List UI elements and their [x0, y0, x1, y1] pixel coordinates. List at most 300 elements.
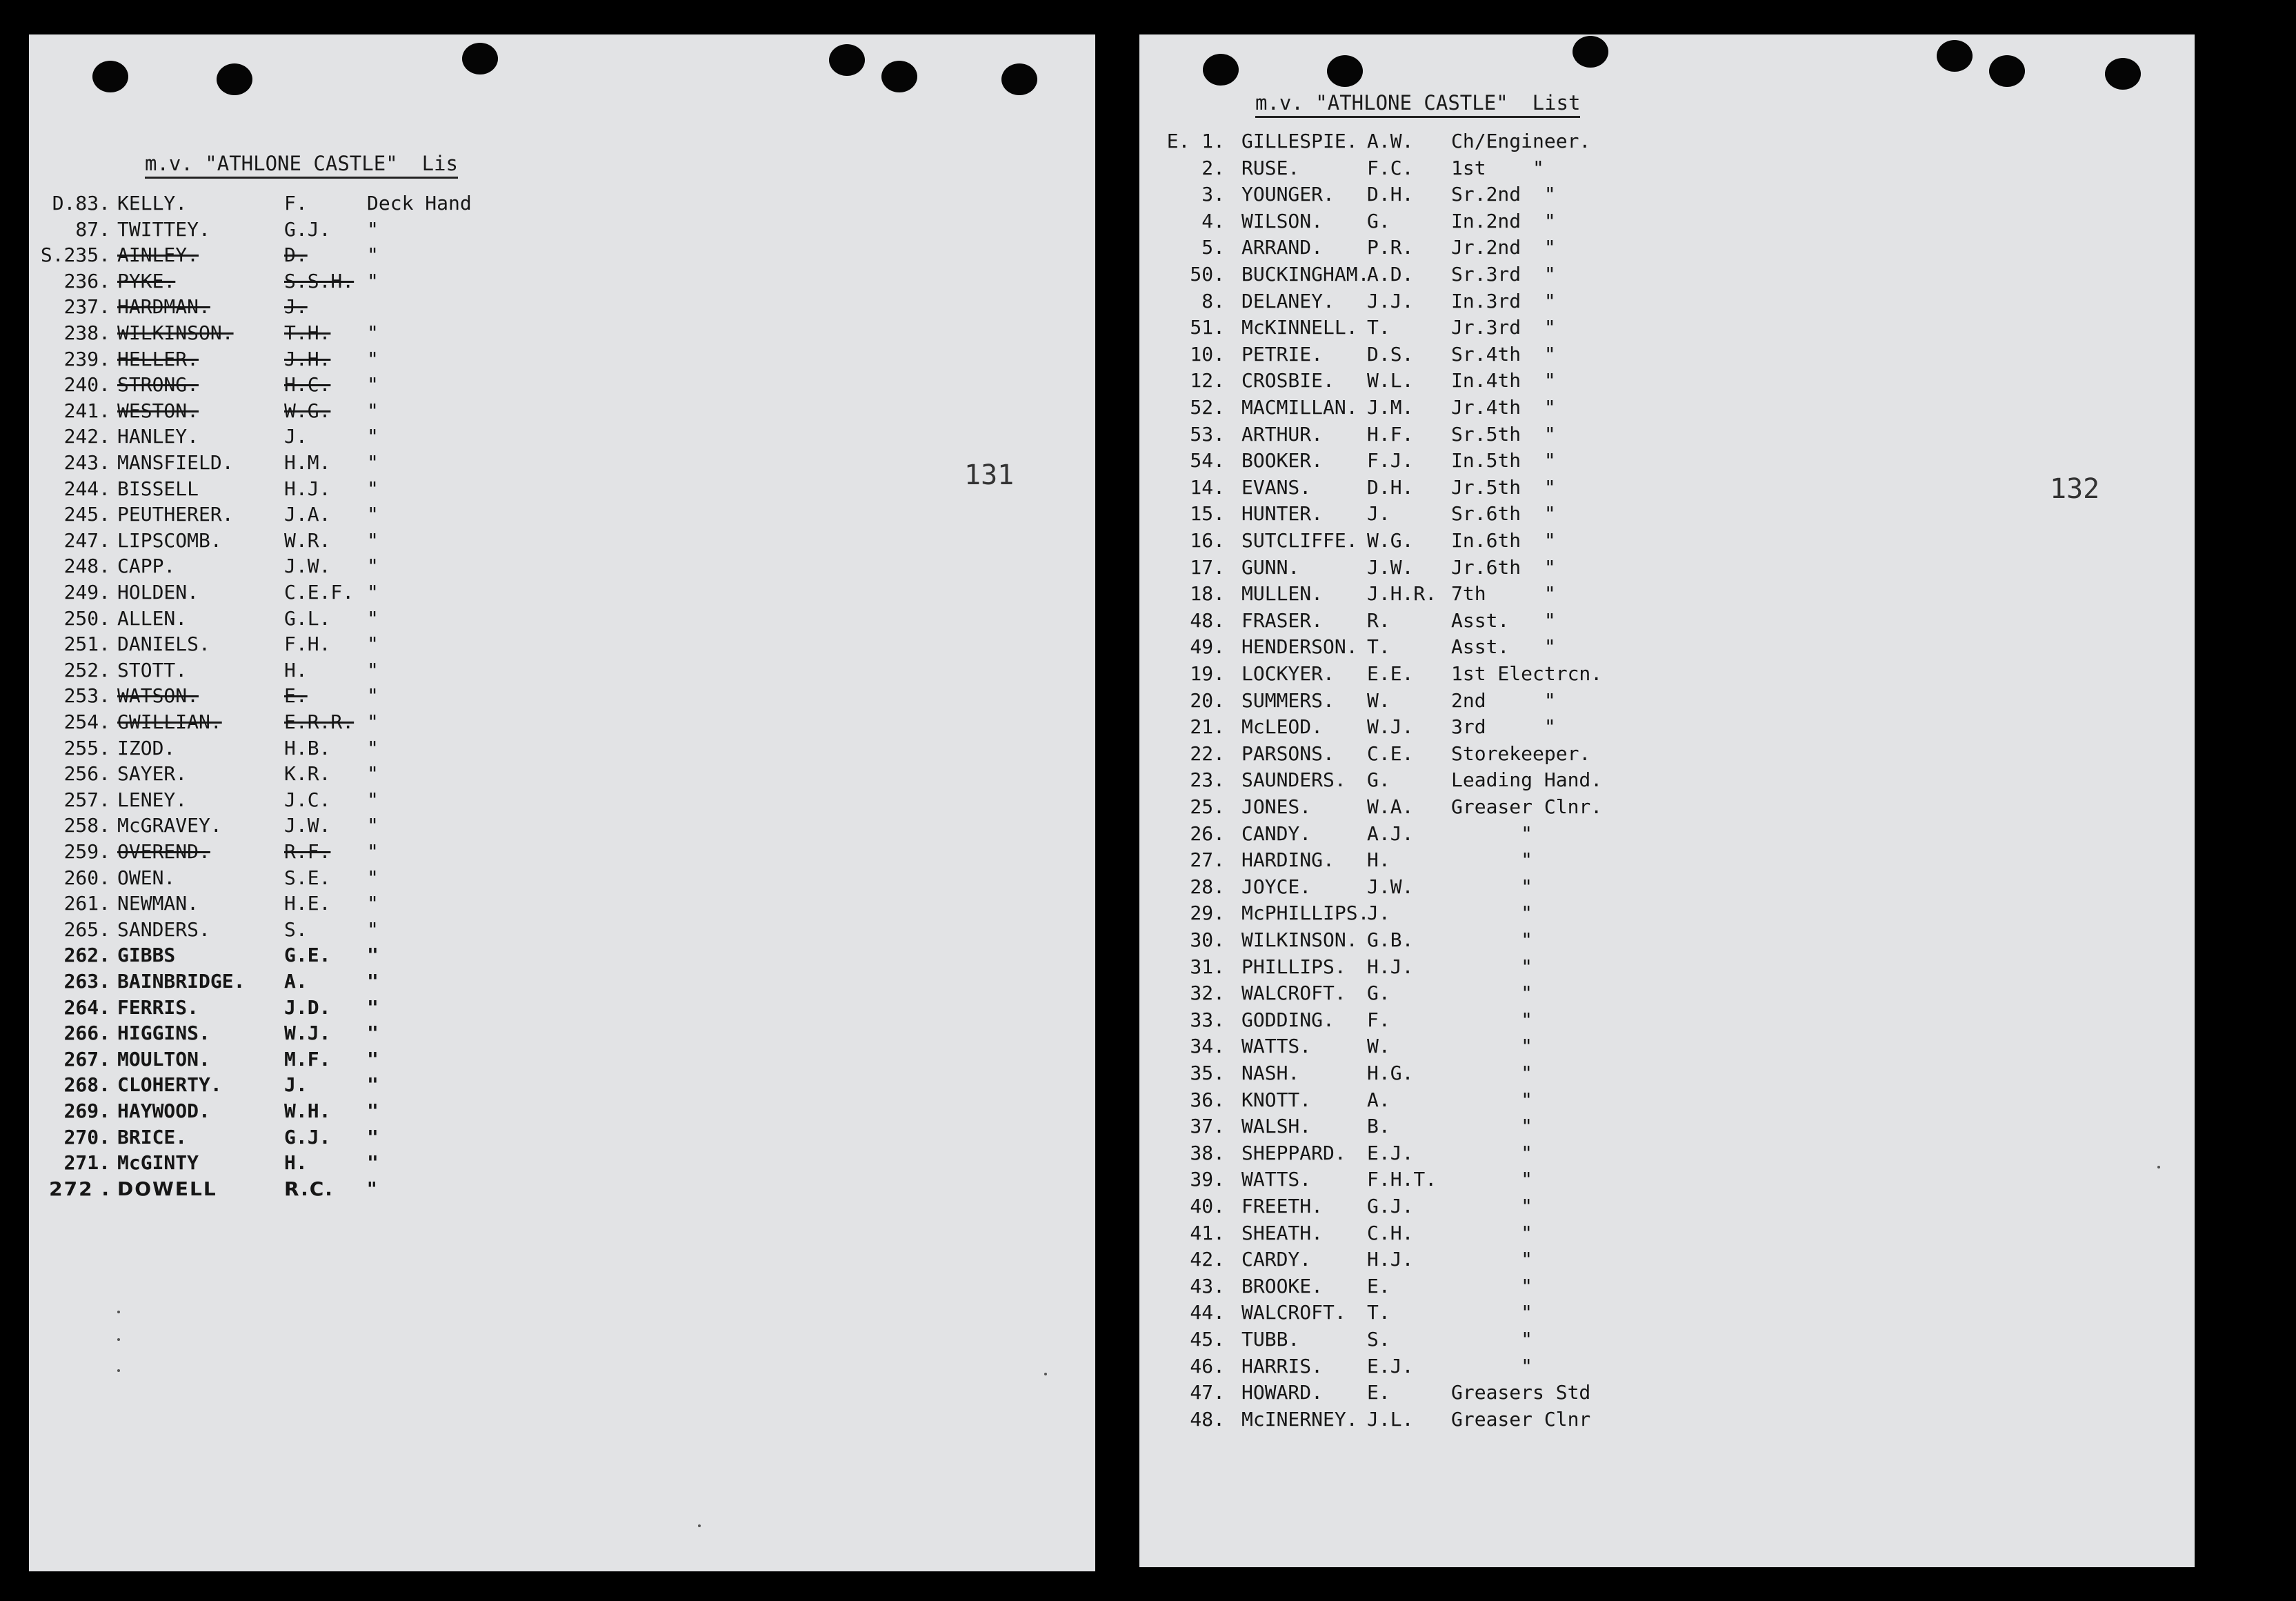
- entry-number: 33.: [1190, 1008, 1225, 1031]
- crew-initials: W.: [1367, 1035, 1390, 1058]
- crew-name: SUTCLIFFE.: [1241, 529, 1358, 552]
- list-item: [29, 762, 1064, 786]
- crew-name: GILLESPIE.: [1241, 130, 1358, 152]
- crew-initials: G.J.: [284, 217, 331, 241]
- crew-rating: 3rd ": [1451, 715, 1556, 739]
- list-item: [29, 970, 1064, 993]
- crew-name: DANIELS.: [117, 633, 210, 656]
- list-item: [1139, 396, 2174, 419]
- list-item: [1139, 157, 2174, 180]
- entry-number: 28.: [1190, 875, 1225, 898]
- crew-initials: R.: [1367, 608, 1390, 632]
- page-heading: m.v. "ATHLONE CASTLE" List: [1255, 91, 1580, 118]
- crew-rating: In.3rd ": [1451, 289, 1556, 312]
- entry-number: 243.: [63, 451, 110, 474]
- crew-rating: ": [367, 1125, 379, 1148]
- crew-name: WALCROFT.: [1241, 1301, 1346, 1324]
- crew-initials: S.: [1367, 1328, 1390, 1351]
- crew-initials: J.H.R.: [1367, 582, 1437, 606]
- entry-number: 20.: [1190, 688, 1225, 712]
- crew-rating: 7th ": [1451, 582, 1556, 606]
- crew-initials: W.J.: [1367, 715, 1414, 739]
- crew-initials: G.: [1367, 209, 1390, 232]
- crew-initials: J.D.: [284, 995, 331, 1019]
- list-item: [29, 373, 1064, 397]
- crew-name: JOYCE.: [1241, 875, 1312, 898]
- crew-name: WALSH.: [1241, 1115, 1312, 1138]
- crew-name: DOWELL: [117, 1177, 217, 1200]
- crew-initials: M.F.: [284, 1047, 331, 1071]
- entry-number: 27.: [1190, 848, 1225, 872]
- crew-rating: ": [1451, 1248, 1533, 1271]
- list-item: [29, 425, 1064, 448]
- entry-number: 251.: [63, 633, 110, 656]
- list-item: [1139, 848, 2174, 872]
- crew-initials: H.M.: [284, 451, 331, 474]
- crew-name: PYKE.: [117, 269, 176, 292]
- entry-number: S.235.: [40, 243, 110, 267]
- crew-name: PETRIE.: [1241, 342, 1324, 366]
- entry-number: 43.: [1190, 1274, 1225, 1297]
- crew-rating: ": [367, 1073, 379, 1097]
- crew-rating: ": [367, 555, 379, 578]
- crew-initials: F.C.: [1367, 156, 1414, 179]
- crew-rating: ": [1451, 1301, 1533, 1324]
- crew-rating: ": [367, 321, 379, 344]
- crew-initials: G.B.: [1367, 928, 1414, 951]
- entry-number: 51.: [1190, 316, 1225, 339]
- list-item: [1139, 290, 2174, 313]
- crew-name: YOUNGER.: [1241, 183, 1335, 206]
- crew-rating: ": [367, 944, 379, 967]
- entry-number: 238.: [63, 321, 110, 344]
- list-item: [1139, 982, 2174, 1005]
- entry-number: 247.: [63, 528, 110, 552]
- crew-name: KELLY.: [117, 192, 188, 215]
- crew-initials: J.L.: [1367, 1407, 1414, 1431]
- punch-hole-icon: [2105, 58, 2141, 90]
- punch-hole-icon: [92, 61, 128, 92]
- crew-name: MANSFIELD.: [117, 451, 234, 474]
- list-item: [29, 607, 1064, 630]
- entry-number: 18.: [1190, 582, 1225, 606]
- list-item: [29, 840, 1064, 864]
- list-item: [1139, 1301, 2174, 1324]
- crew-name: BROOKE.: [1241, 1274, 1324, 1297]
- crew-name: TUBB.: [1241, 1328, 1300, 1351]
- entry-number: 254.: [63, 710, 110, 733]
- list-item: [29, 503, 1064, 526]
- crew-name: BAINBRIDGE.: [117, 970, 246, 993]
- crew-name: HARRIS.: [1241, 1354, 1324, 1378]
- crew-name: CAPP.: [117, 555, 176, 578]
- crew-name: CLOHERTY.: [117, 1073, 222, 1097]
- crew-rating: ": [367, 970, 379, 993]
- entry-number: 249.: [63, 581, 110, 604]
- crew-rating: ": [367, 814, 379, 837]
- crew-initials: G.: [1367, 768, 1390, 792]
- list-item: [1139, 502, 2174, 526]
- crew-initials: A.J.: [1367, 822, 1414, 845]
- crew-name: MOULTON.: [117, 1047, 210, 1071]
- crew-initials: D.H.: [1367, 183, 1414, 206]
- crew-initials: E.R.R.: [284, 710, 355, 733]
- crew-rating: ": [1451, 1221, 1533, 1244]
- crew-rating: Leading Hand.: [1451, 768, 1603, 792]
- list-item: [29, 218, 1064, 241]
- crew-rating: ": [1451, 1062, 1533, 1084]
- list-item: [29, 243, 1064, 267]
- entry-number: 237.: [63, 295, 110, 319]
- entry-number: 250.: [63, 606, 110, 630]
- crew-rating: ": [1451, 1141, 1533, 1164]
- entry-number: 245.: [63, 503, 110, 526]
- crew-rating: ": [367, 477, 379, 500]
- crew-initials: E.: [1367, 1381, 1390, 1404]
- crew-initials: H.B.: [284, 736, 331, 759]
- list-item: [1139, 955, 2174, 979]
- crew-name: STOTT.: [117, 658, 188, 682]
- crew-rating: ": [1451, 1195, 1533, 1217]
- entry-number: 22.: [1190, 742, 1225, 765]
- entry-number: 5.: [1201, 236, 1225, 259]
- crew-rating: 2nd ": [1451, 688, 1556, 712]
- list-item: [29, 555, 1064, 578]
- entry-number: 26.: [1190, 822, 1225, 845]
- crew-rating: Sr.4th ": [1451, 342, 1556, 366]
- crew-name: WATSON.: [117, 684, 199, 708]
- crew-initials: W.: [1367, 688, 1390, 712]
- crew-rating: ": [367, 840, 379, 863]
- list-item: [29, 295, 1064, 319]
- crew-initials: S.S.H.: [284, 269, 355, 292]
- crew-rating: ": [367, 217, 379, 241]
- crew-initials: J.: [1367, 502, 1390, 526]
- entry-number: 15.: [1190, 502, 1225, 526]
- entry-number: 54.: [1190, 449, 1225, 473]
- list-item: [1139, 715, 2174, 739]
- crew-initials: D.S.: [1367, 342, 1414, 366]
- crew-name: BISSELL: [117, 477, 199, 500]
- crew-rating: ": [367, 425, 379, 448]
- crew-initials: T.: [1367, 635, 1390, 659]
- list-item: [1139, 635, 2174, 659]
- crew-initials: J.A.: [284, 503, 331, 526]
- entry-number: 252.: [63, 658, 110, 682]
- punch-hole-icon: [1327, 55, 1363, 87]
- entry-number: 258.: [63, 814, 110, 837]
- list-item: [29, 1151, 1064, 1175]
- crew-initials: A.D.: [1367, 263, 1414, 286]
- crew-name: IZOD.: [117, 736, 176, 759]
- crew-rating: ": [367, 1047, 379, 1071]
- crew-rating: ": [1451, 1035, 1533, 1058]
- punch-hole-icon: [1989, 55, 2025, 87]
- crew-rating: ": [367, 658, 379, 682]
- list-item: [29, 1073, 1064, 1097]
- entry-number: 271.: [63, 1151, 110, 1175]
- list-item: [29, 1126, 1064, 1149]
- entry-number: 253.: [63, 684, 110, 708]
- left-page: [29, 34, 1095, 1571]
- crew-initials: A.W.: [1367, 130, 1414, 152]
- list-item: [1139, 582, 2174, 606]
- crew-name: OWEN.: [117, 866, 176, 889]
- crew-name: WATTS.: [1241, 1035, 1312, 1058]
- crew-rating: ": [1451, 902, 1533, 925]
- crew-rating: ": [367, 399, 379, 422]
- entry-number: 45.: [1190, 1328, 1225, 1351]
- crew-name: JONES.: [1241, 795, 1312, 818]
- crew-name: WATTS.: [1241, 1168, 1312, 1191]
- crew-name: RUSE.: [1241, 156, 1300, 179]
- crew-initials: P.R.: [1367, 236, 1414, 259]
- crew-initials: S.: [284, 917, 308, 941]
- crew-rating: ": [367, 788, 379, 811]
- crew-rating: ": [367, 892, 379, 915]
- list-item: [29, 633, 1064, 656]
- crew-name: HIGGINS.: [117, 1022, 210, 1045]
- crew-rating: Jr.4th ": [1451, 396, 1556, 419]
- entry-number: 256.: [63, 762, 110, 786]
- entry-number: 2.: [1201, 156, 1225, 179]
- list-item: [29, 788, 1064, 812]
- crew-name: CROSBIE.: [1241, 369, 1335, 392]
- crew-name: OVEREND.: [117, 840, 210, 863]
- list-item: [29, 477, 1064, 501]
- crew-rating: Jr.5th ": [1451, 475, 1556, 499]
- list-item: [29, 996, 1064, 1020]
- crew-initials: C.H.: [1367, 1221, 1414, 1244]
- crew-initials: A.: [1367, 1088, 1390, 1111]
- crew-rating: ": [367, 1100, 379, 1122]
- crew-rating: ": [367, 684, 379, 708]
- list-item: [29, 192, 1064, 215]
- crew-initials: H.: [284, 658, 308, 682]
- crew-rating: Jr.6th ": [1451, 555, 1556, 579]
- list-item: [29, 399, 1064, 423]
- list-item: [1139, 1275, 2174, 1298]
- crew-initials: G.E.: [284, 944, 331, 967]
- entry-number: 52.: [1190, 396, 1225, 419]
- list-item: [1139, 1195, 2174, 1218]
- list-item: [1139, 423, 2174, 446]
- list-item: [1139, 449, 2174, 473]
- entry-number: 267.: [63, 1047, 110, 1071]
- entry-number: 53.: [1190, 422, 1225, 446]
- punch-hole-icon: [217, 63, 252, 95]
- crew-initials: W.R.: [284, 528, 331, 552]
- crew-initials: E.J.: [1367, 1354, 1414, 1378]
- entry-number: 31.: [1190, 955, 1225, 978]
- entry-number: 48.: [1190, 1407, 1225, 1431]
- list-item: [1139, 822, 2174, 846]
- punch-hole-icon: [829, 44, 865, 76]
- crew-initials: F.J.: [1367, 449, 1414, 473]
- crew-rating: ": [367, 347, 379, 370]
- crew-name: NASH.: [1241, 1062, 1300, 1084]
- crew-initials: J.H.: [284, 347, 331, 370]
- page-heading: m.v. "ATHLONE CASTLE" Lis: [145, 152, 458, 179]
- crew-rating: ": [367, 269, 379, 292]
- entry-number: 240.: [63, 373, 110, 397]
- list-item: [1139, 609, 2174, 633]
- crew-name: WALCROFT.: [1241, 982, 1346, 1005]
- crew-initials: T.: [1367, 1301, 1390, 1324]
- crew-name: HELLER.: [117, 347, 199, 370]
- crew-name: HARDING.: [1241, 848, 1335, 872]
- entry-number: 21.: [1190, 715, 1225, 739]
- list-item: [1139, 1355, 2174, 1378]
- entry-number: 40.: [1190, 1195, 1225, 1217]
- crew-rating: Asst. ": [1451, 608, 1556, 632]
- entry-number: D.83.: [52, 192, 110, 215]
- entry-number: 263.: [63, 970, 110, 993]
- entry-number: 46.: [1190, 1354, 1225, 1378]
- crew-name: WESTON.: [117, 399, 199, 422]
- entry-number: 255.: [63, 736, 110, 759]
- punch-hole-icon: [462, 43, 498, 74]
- crew-rating: ": [367, 451, 379, 474]
- crew-rating: ": [367, 736, 379, 759]
- crew-initials: E.E.: [1367, 662, 1414, 685]
- crew-rating: ": [367, 243, 379, 267]
- list-item: [1139, 1115, 2174, 1138]
- crew-name: SAYER.: [117, 762, 188, 786]
- crew-rating: Sr.3rd ": [1451, 263, 1556, 286]
- crew-name: GWILLIAN.: [117, 710, 222, 733]
- crew-name: McPHILLIPS.: [1241, 902, 1370, 925]
- list-item: [1139, 183, 2174, 206]
- list-item: [1139, 742, 2174, 766]
- list-item: [1139, 768, 2174, 792]
- crew-name: SAUNDERS.: [1241, 768, 1346, 792]
- crew-name: McKINNELL.: [1241, 316, 1358, 339]
- entry-number: 12.: [1190, 369, 1225, 392]
- entry-number: 38.: [1190, 1141, 1225, 1164]
- crew-rating: Ch/Engineer.: [1451, 130, 1591, 152]
- crew-initials: H.G.: [1367, 1062, 1414, 1084]
- crew-name: McLEOD.: [1241, 715, 1324, 739]
- crew-initials: J.: [1367, 902, 1390, 925]
- crew-initials: H.E.: [284, 892, 331, 915]
- crew-rating: ": [367, 1177, 379, 1200]
- crew-initials: F.H.: [284, 633, 331, 656]
- entry-number: 242.: [63, 425, 110, 448]
- crew-rating: ": [1451, 1354, 1533, 1378]
- crew-name: CANDY.: [1241, 822, 1312, 845]
- entry-number: 264.: [63, 995, 110, 1019]
- crew-name: ARRAND.: [1241, 236, 1324, 259]
- crew-rating: ": [1451, 875, 1533, 898]
- list-item: [29, 737, 1064, 760]
- crew-initials: W.L.: [1367, 369, 1414, 392]
- crew-initials: G.J.: [1367, 1195, 1414, 1217]
- entry-number: 34.: [1190, 1035, 1225, 1058]
- crew-rating: ": [1451, 955, 1533, 978]
- list-item: [29, 1048, 1064, 1071]
- list-item: [29, 1100, 1064, 1123]
- crew-name: SUMMERS.: [1241, 688, 1335, 712]
- punch-hole-icon: [1203, 54, 1239, 86]
- list-item: [1139, 1328, 2174, 1351]
- crew-initials: J.: [284, 425, 308, 448]
- crew-initials: J.: [284, 295, 308, 319]
- entry-number: 32.: [1190, 982, 1225, 1005]
- list-item: [1139, 1008, 2174, 1032]
- crew-rating: ": [367, 762, 379, 786]
- crew-initials: H.J.: [284, 477, 331, 500]
- list-item: [29, 659, 1064, 682]
- entry-number: 266.: [63, 1022, 110, 1045]
- list-item: [29, 684, 1064, 708]
- list-item: [1139, 1222, 2174, 1245]
- list-item: [1139, 875, 2174, 899]
- list-item: [1139, 1408, 2174, 1431]
- entry-number: 37.: [1190, 1115, 1225, 1138]
- crew-initials: J.W.: [1367, 555, 1414, 579]
- crew-initials: W.J.: [284, 1022, 331, 1045]
- crew-name: WILKINSON.: [117, 321, 234, 344]
- crew-rating: ": [367, 710, 379, 733]
- list-item: [29, 866, 1064, 890]
- entry-number: 19.: [1190, 662, 1225, 685]
- crew-rating: ": [367, 1151, 379, 1175]
- entry-number: 4.: [1201, 209, 1225, 232]
- entry-number: 50.: [1190, 263, 1225, 286]
- list-item: [1139, 902, 2174, 925]
- crew-initials: E.: [1367, 1274, 1390, 1297]
- crew-name: CARDY.: [1241, 1248, 1312, 1271]
- punch-hole-icon: [1937, 40, 1973, 72]
- list-item: [1139, 1062, 2174, 1085]
- crew-initials: C.E.: [1367, 742, 1414, 765]
- crew-name: HUNTER.: [1241, 502, 1324, 526]
- entry-number: 3.: [1201, 183, 1225, 206]
- crew-initials: R.C.: [284, 1177, 334, 1200]
- crew-rating: 1st Electrcn.: [1451, 662, 1603, 685]
- list-item: [29, 918, 1064, 942]
- entry-number: 259.: [63, 840, 110, 863]
- crew-name: HOLDEN.: [117, 581, 199, 604]
- page-number: 132: [2050, 473, 2100, 505]
- list-item: [1139, 928, 2174, 952]
- crew-rating: Asst. ": [1451, 635, 1556, 659]
- list-item: [29, 451, 1064, 475]
- crew-rating: In.2nd ": [1451, 209, 1556, 232]
- crew-rating: Sr.5th ": [1451, 422, 1556, 446]
- crew-name: GIBBS: [117, 944, 176, 967]
- crew-name: WILSON.: [1241, 209, 1324, 232]
- crew-name: HARDMAN.: [117, 295, 210, 319]
- list-item: [1139, 1381, 2174, 1404]
- crew-initials: W.H.: [284, 1100, 331, 1122]
- crew-initials: D.: [284, 243, 308, 267]
- crew-initials: H.J.: [1367, 1248, 1414, 1271]
- crew-name: SHEATH.: [1241, 1221, 1324, 1244]
- crew-rating: ": [367, 917, 379, 941]
- entry-number: 257.: [63, 788, 110, 811]
- entry-number: 270.: [63, 1125, 110, 1148]
- list-item: [1139, 476, 2174, 499]
- list-item: [29, 1177, 1064, 1201]
- entry-number: 244.: [63, 477, 110, 500]
- crew-rating: Greaser Clnr.: [1451, 795, 1603, 818]
- crew-rating: ": [1451, 1274, 1533, 1297]
- crew-name: PARSONS.: [1241, 742, 1335, 765]
- crew-rating: Jr.2nd ": [1451, 236, 1556, 259]
- entry-number: 23.: [1190, 768, 1225, 792]
